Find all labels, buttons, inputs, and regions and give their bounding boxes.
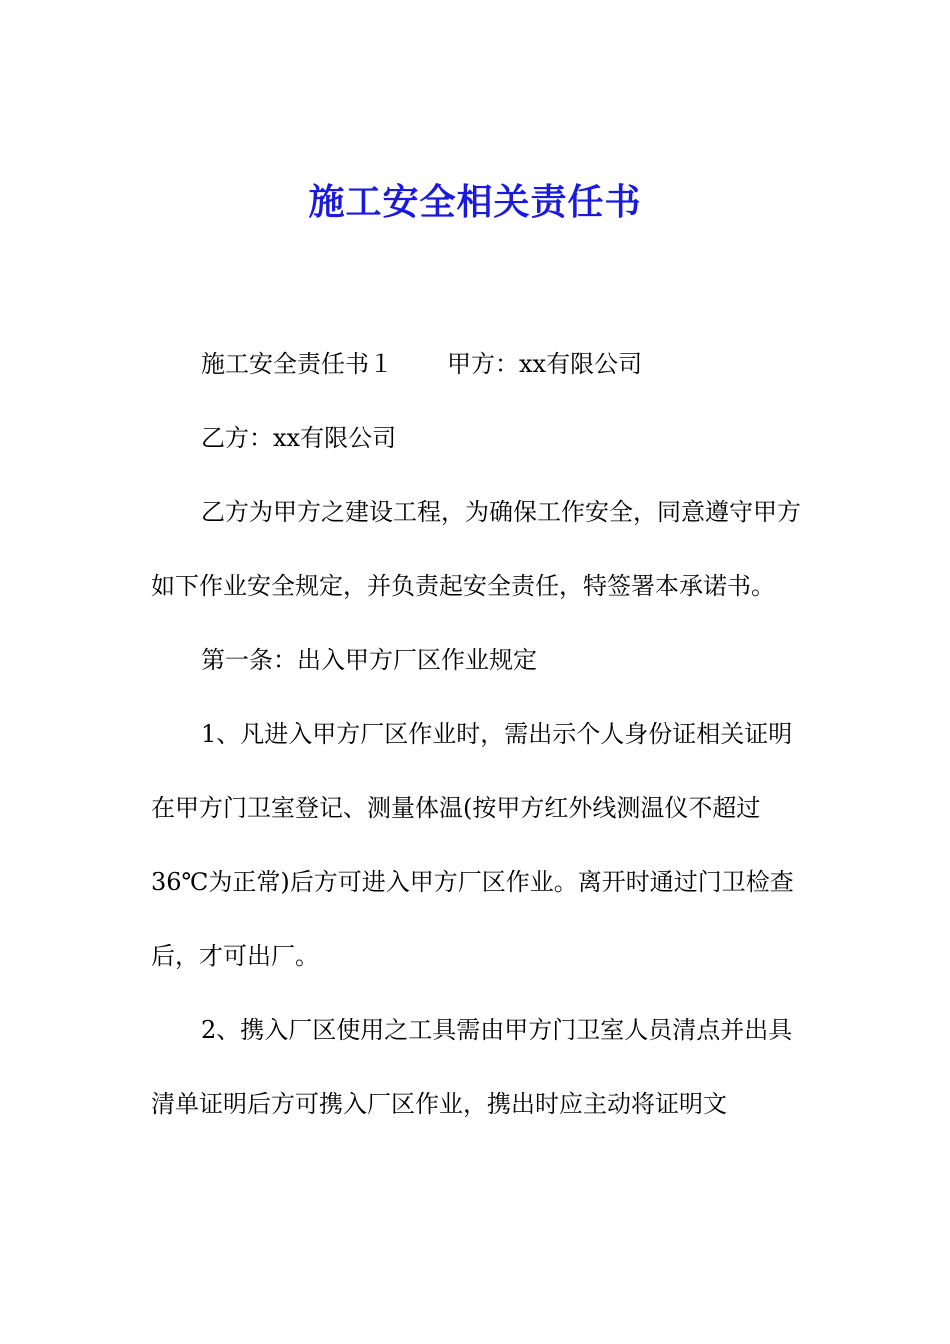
paragraph-intro: 乙方为甲方之建设工程，为确保工作安全，同意遵守甲方如下作业安全规定，并负责起安全责任，特签署本承诺书。	[151, 498, 801, 600]
section-label: 施工安全责任书１	[201, 350, 393, 378]
rule-two: 2、携入厂区使用之工具需由甲方门卫室人员清点并出具清单证明后方可携入厂区作业，携出时应主动将证明文	[151, 1016, 793, 1118]
document-body	[151, 327, 811, 1141]
rule-one: 1、凡进入甲方厂区作业时，需出示个人身份证相关证明在甲方门卫室登记、测量体温(按甲方红外线测温仪不超过36℃为正常)后方可进入甲方厂区作业。离开时通过门卫检查后，才可出厂。	[151, 720, 794, 970]
party-a: 甲方：xx有限公司	[447, 350, 643, 378]
party-b: 乙方：xx有限公司	[201, 424, 397, 452]
document-title: 施工安全相关责任书	[308, 182, 642, 223]
heading-line	[151, 327, 811, 401]
article-one-heading: 第一条：出入甲方厂区作业规定	[201, 646, 537, 674]
